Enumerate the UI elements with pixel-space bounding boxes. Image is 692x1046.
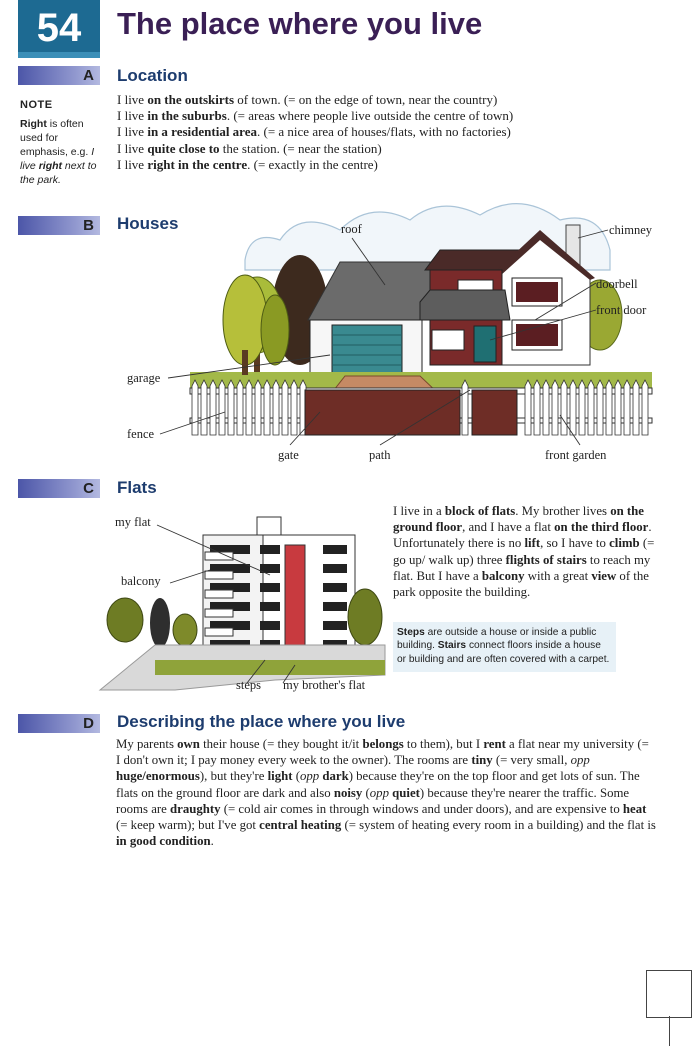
callout-segment: connect floors inside a house or building and are often covered with a carpet. <box>397 640 610 665</box>
describing-paragraph-segment: their house (= they bought it/it <box>199 737 363 751</box>
describing-paragraph-segment: ( <box>362 785 370 800</box>
callout-segment: Stairs <box>437 640 467 652</box>
describing-paragraph-segment: tiny <box>471 753 493 768</box>
label-brothers-flat: my brother's flat <box>283 678 366 692</box>
note-text: is often used for emphasis, e.g. <box>20 118 92 158</box>
flats-paragraph-segment: (= go up/ walk up) three <box>393 536 655 567</box>
flats-paragraph <box>393 503 658 600</box>
fence-picket <box>588 380 594 435</box>
flats-paragraph-segment: block of flats <box>444 504 516 518</box>
describing-paragraph-segment: draughty <box>170 801 221 816</box>
label-gate: gate <box>278 448 299 462</box>
describing-paragraph-segment: dark <box>322 769 349 784</box>
location-phrase: right in the centre <box>147 156 248 172</box>
note-example-a: I live <box>20 146 95 172</box>
page-title: The place where you live <box>117 6 483 41</box>
section-b-letter: B <box>83 217 94 234</box>
describing-paragraph-segment: opp <box>299 769 320 784</box>
flats-paragraph-segment: , so I have to <box>540 536 610 551</box>
fence-picket <box>282 380 288 435</box>
callout-segment: are outside a house or inside a public building. <box>397 627 597 652</box>
label-front-garden: front garden <box>545 448 607 462</box>
fence-picket <box>615 380 621 435</box>
flat-balcony <box>205 609 233 617</box>
section-d-heading: Describing the place where you live <box>117 712 406 731</box>
location-text: I live <box>117 124 148 140</box>
flats-paragraph-segment: . My brother lives <box>515 504 611 518</box>
fence-picket <box>561 380 567 435</box>
gate-left <box>305 390 460 435</box>
note-example-bold: right <box>38 160 63 172</box>
fence-picket <box>219 380 225 435</box>
label-doorbell: doorbell <box>596 277 638 291</box>
gate-right <box>472 390 517 435</box>
house-roof <box>308 262 430 320</box>
steps-stairs-callout <box>393 622 616 672</box>
describing-paragraph-segment: belongs <box>362 737 404 751</box>
fence-picket <box>462 380 468 435</box>
fence-picket <box>552 380 558 435</box>
page-corner-line <box>669 1016 670 1046</box>
describing-paragraph-segment: huge/enormous <box>116 769 200 784</box>
unit-number-badge: 54 <box>18 0 100 56</box>
flat-window <box>323 602 347 611</box>
describing-paragraph-segment: opp <box>369 785 389 800</box>
describing-paragraph-segment: rent <box>483 737 506 751</box>
flat-window <box>260 583 280 592</box>
location-line <box>117 141 513 157</box>
section-c-heading: Flats <box>117 478 157 497</box>
fence-picket <box>633 380 639 435</box>
flats-illustration <box>95 505 395 695</box>
location-phrase: quite close to <box>147 140 220 156</box>
describing-paragraph-segment: opp <box>570 753 590 768</box>
flat-window <box>260 602 280 611</box>
flats-paragraph-segment: . Unfortunately there is no <box>393 520 652 551</box>
section-a-marker <box>18 66 100 85</box>
fence-picket <box>525 380 531 435</box>
label-balcony: balcony <box>121 574 161 588</box>
section-b-heading: Houses <box>117 214 179 233</box>
describing-paragraph-segment: My parents <box>116 737 178 751</box>
describing-paragraph-segment: (= system of heating every room in a building) and the flat is <box>341 818 656 833</box>
describing-paragraph-segment: light <box>267 769 293 784</box>
fence-picket <box>237 380 243 435</box>
location-text: I live <box>117 156 148 172</box>
fence-picket <box>579 380 585 435</box>
flats-paragraph-segment: view <box>591 568 617 583</box>
fence-picket <box>291 380 297 435</box>
fence-picket <box>255 380 261 435</box>
callout-segment: Steps <box>397 627 425 638</box>
fence-picket <box>597 380 603 435</box>
fence-picket <box>606 380 612 435</box>
describing-paragraph-segment: ) because they're nearer the traffic. Some rooms are <box>116 785 630 816</box>
describing-paragraph-segment: to them), but I <box>403 737 484 751</box>
section-c-letter: C <box>83 480 94 497</box>
section-a-letter: A <box>83 67 94 84</box>
fence-picket <box>228 380 234 435</box>
note-title: NOTE <box>20 99 53 111</box>
flats-paragraph-segment: with a great <box>524 568 592 583</box>
unit-badge-strip <box>18 52 100 58</box>
section-d-letter: D <box>83 715 94 732</box>
fence-picket <box>246 380 252 435</box>
describing-paragraph-segment: own <box>177 737 200 751</box>
label-steps: steps <box>236 678 261 692</box>
location-line <box>117 124 513 140</box>
label-fence: fence <box>127 427 155 441</box>
describing-paragraph-segment: heat <box>622 801 647 816</box>
fence-picket <box>642 380 648 435</box>
note-bold-right: Right <box>20 118 47 130</box>
fence-picket <box>570 380 576 435</box>
section-a-heading: Location <box>117 66 188 85</box>
location-text: . (= exactly in the centre) <box>247 156 378 172</box>
describing-paragraph-segment: ) because they're on the top floor and get lots of sun. The flats on the ground floor are dark and also <box>116 769 640 800</box>
flat-balcony <box>205 552 233 560</box>
flat-window <box>260 545 280 554</box>
label-my-flat: my flat <box>115 515 151 529</box>
fence-picket <box>264 380 270 435</box>
describing-paragraph-segment: noisy <box>333 785 363 800</box>
fence-picket <box>273 380 279 435</box>
describing-paragraph-segment: (= keep warm); but I've got <box>116 818 260 833</box>
flats-paragraph-segment: on the third floor <box>554 520 649 535</box>
flats-paragraph-segment: flights of stairs <box>505 552 587 567</box>
flats-paragraph-segment: , and I have a flat <box>462 520 555 535</box>
flats-paragraph-segment: balcony <box>481 568 525 583</box>
location-text: the station. (= near the station) <box>219 140 382 156</box>
describing-paragraph <box>116 736 656 849</box>
location-phrase: on the outskirts <box>147 92 235 107</box>
garage-door <box>332 325 402 375</box>
flat-balcony <box>205 590 233 598</box>
fence-picket <box>210 380 216 435</box>
describing-paragraph-segment: (= cold air comes in through windows and under doors), and are expensive to <box>220 801 623 816</box>
location-text: I live <box>117 108 148 124</box>
label-chimney: chimney <box>609 223 653 237</box>
describing-paragraph-segment: ), but they're <box>199 769 268 784</box>
note-body <box>20 117 102 187</box>
flat-balcony <box>205 571 233 579</box>
flats-paragraph-segment: lift <box>524 536 541 551</box>
flat-window <box>323 583 347 592</box>
describing-paragraph-segment: in good condition <box>116 834 211 849</box>
location-text: . (= areas where people live outside the centre of town) <box>226 108 514 124</box>
describing-paragraph-segment: central heating <box>259 818 342 833</box>
flat-balcony <box>205 628 233 636</box>
location-text: of town. (= on the edge of town, near the country) <box>234 92 498 107</box>
flats-paragraph-segment: I live in a <box>393 504 445 518</box>
flat-window <box>260 621 280 630</box>
section-d-marker <box>18 714 100 733</box>
location-text: I live <box>117 140 148 156</box>
label-garage: garage <box>127 371 161 385</box>
location-line <box>117 108 513 124</box>
location-text: I live <box>117 92 148 107</box>
describing-paragraph-segment: ( <box>292 769 300 784</box>
fence-picket <box>201 380 207 435</box>
describing-paragraph-segment: (= very small, <box>492 753 571 768</box>
flats-paragraph-segment: to reach my flat. But I have a <box>393 552 651 583</box>
fence-picket <box>543 380 549 435</box>
flat-window <box>323 564 347 573</box>
location-lines <box>117 92 513 173</box>
location-phrase: in the suburbs <box>147 108 227 124</box>
fence-picket <box>192 380 198 435</box>
label-front-door: front door <box>596 303 647 317</box>
location-phrase: in a residential area <box>147 124 257 140</box>
location-text: . (= a nice area of houses/flats, with no factories) <box>256 124 511 140</box>
page-corner-box <box>646 970 692 1018</box>
note-example-b: next to the park. <box>20 160 97 186</box>
fence-picket <box>534 380 540 435</box>
stairwell <box>285 545 305 660</box>
front-door-shape <box>474 326 496 362</box>
fence-picket <box>624 380 630 435</box>
describing-paragraph-segment: . <box>210 834 214 849</box>
flat-window <box>323 545 347 554</box>
flats-paragraph-segment: climb <box>609 536 640 551</box>
flats-paragraph-segment: on the ground floor <box>393 504 644 535</box>
label-roof: roof <box>341 222 362 236</box>
describing-paragraph-segment: a flat near my university (= I don't own it; I pay money every week to the owner). The rooms are <box>116 737 649 768</box>
describing-paragraph-segment: quiet <box>392 785 420 800</box>
flats-paragraph-segment: of the park opposite the building. <box>393 568 649 600</box>
section-c-marker <box>18 479 100 498</box>
location-line <box>117 157 513 173</box>
flat-window <box>323 621 347 630</box>
location-line <box>117 92 513 108</box>
label-path: path <box>369 448 391 462</box>
